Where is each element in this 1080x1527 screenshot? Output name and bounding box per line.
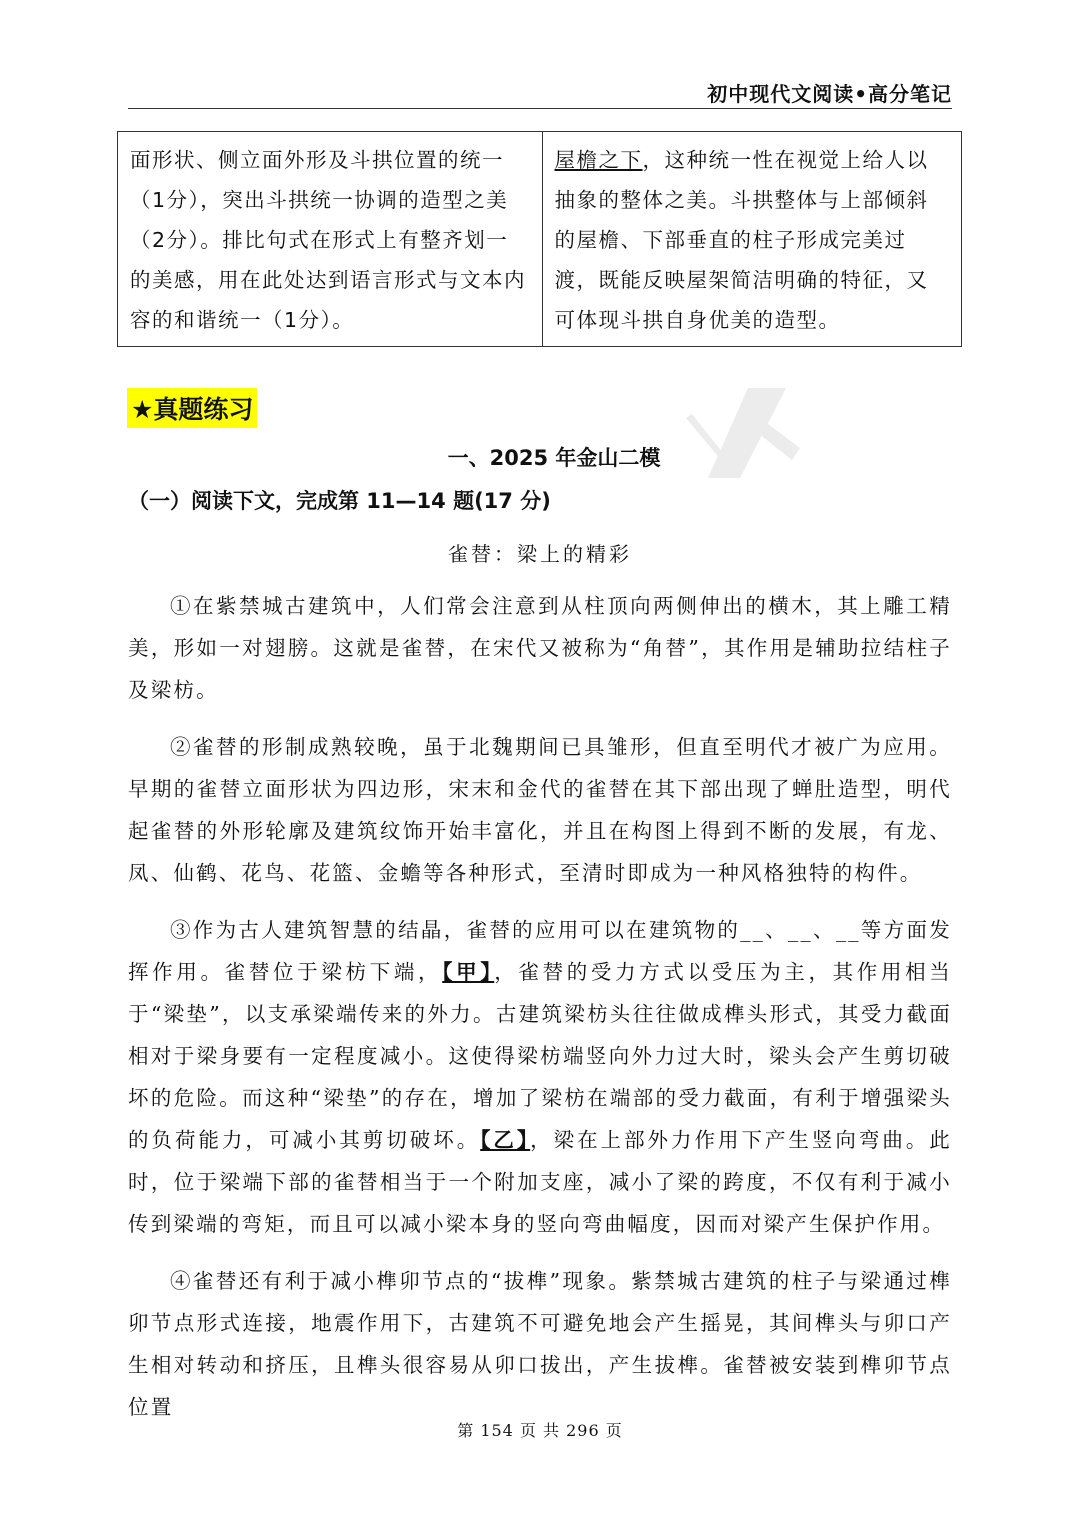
- paragraph-3-part-b: ，雀替的受力方式以受压为主，其作用相当于“梁垫”，以支承梁端传来的外力。古建筑梁枋头往往做成榫头形式，其受力截面相对于梁身要有一定程度减小。这使得梁枋端竖向外力过大时，梁头会产生剪切破坏的危险。而这种“梁垫”的存在，增加了梁枋在端部的受力截面，有利于增强梁头的负荷能力，可减小其剪切破坏。: [128, 960, 952, 1152]
- paragraph-3: [128, 909, 952, 1245]
- header-title: 初中现代文阅读•高分笔记: [707, 82, 952, 106]
- marker-jia: 【甲】: [442, 960, 495, 984]
- page-header: [128, 78, 952, 109]
- underlined-text: 屋檐之下: [554, 148, 643, 172]
- paragraph-3-part-a: ③作为古人建筑智慧的结晶，雀替的应用可以在建筑物的__、__、__等方面发挥作用。雀替位于梁枋下端，: [128, 918, 952, 984]
- question-intro: （一）阅读下文，完成第 11—14 题(17 分): [128, 489, 551, 513]
- paragraph-4: ④雀替还有利于减小榫卯节点的“拔榫”现象。紫禁城古建筑的柱子与梁通过榫卯节点形式连接，地震作用下，古建筑不可避免地会产生摇晃，其间榫头与卯口产生相对转动和挤压，且榫头很容易从卯口拔出，产生拔榫。雀替被安装到榫卯节点位置: [128, 1269, 952, 1419]
- exam-title: 一、2025 年金山二模: [447, 446, 661, 470]
- marker-yi: 【乙】: [480, 1128, 531, 1152]
- paragraph-3-part-c: ，梁在上部外力作用下产生竖向弯曲。此时，位于梁端下部的雀替相当于一个附加支座，减小了梁的跨度，不仅有利于减小传到梁端的弯矩，而且可以减小梁本身的竖向弯曲幅度，因而对梁产生保护作用。: [128, 1128, 953, 1236]
- table-row: [118, 132, 962, 347]
- page-footer: 第 154 页 共 296 页: [457, 1421, 623, 1440]
- paragraph-2: ②雀替的形制成熟较晚，虽于北魏期间已具雏形，但直至明代才被广为应用。早期的雀替立面形状为四边形，宋末和金代的雀替在其下部出现了蝉肚造型，明代起雀替的外形轮廓及建筑纹饰开始丰富化，并且在构图上得到不断的发展，有龙、凤、仙鹤、花鸟、花篮、金蟾等各种形式，至清时即成为一种风格独特的构件。: [128, 735, 952, 885]
- article-body: [128, 585, 952, 1443]
- answer-table: [117, 131, 962, 347]
- section-tag: ★真题练习: [127, 388, 257, 428]
- paragraph-1: ①在紫禁城古建筑中，人们常会注意到从柱顶向两侧伸出的横木，其上雕工精美，形如一对翅膀。这就是雀替，在宋代又被称为“角替”，其作用是辅助拉结柱子及梁枋。: [128, 594, 952, 702]
- answer-cell-right: [542, 132, 962, 347]
- answer-text: ，这种统一性在视觉上给人以抽象的整体之美。斗拱整体与上部倾斜的屋檐、下部垂直的柱子形成完美过渡，既能反映屋架简洁明确的特征，又可体现斗拱自身优美的造型。: [554, 148, 929, 332]
- article-title: 雀替：梁上的精彩: [448, 542, 632, 566]
- answer-cell-left: 面形状、侧立面外形及斗拱位置的统一（1分），突出斗拱统一协调的造型之美（2分）。排比句式在形式上有整齐划一的美感，用在此处达到语言形式与文本内容的和谐统一（1分）。: [118, 132, 543, 347]
